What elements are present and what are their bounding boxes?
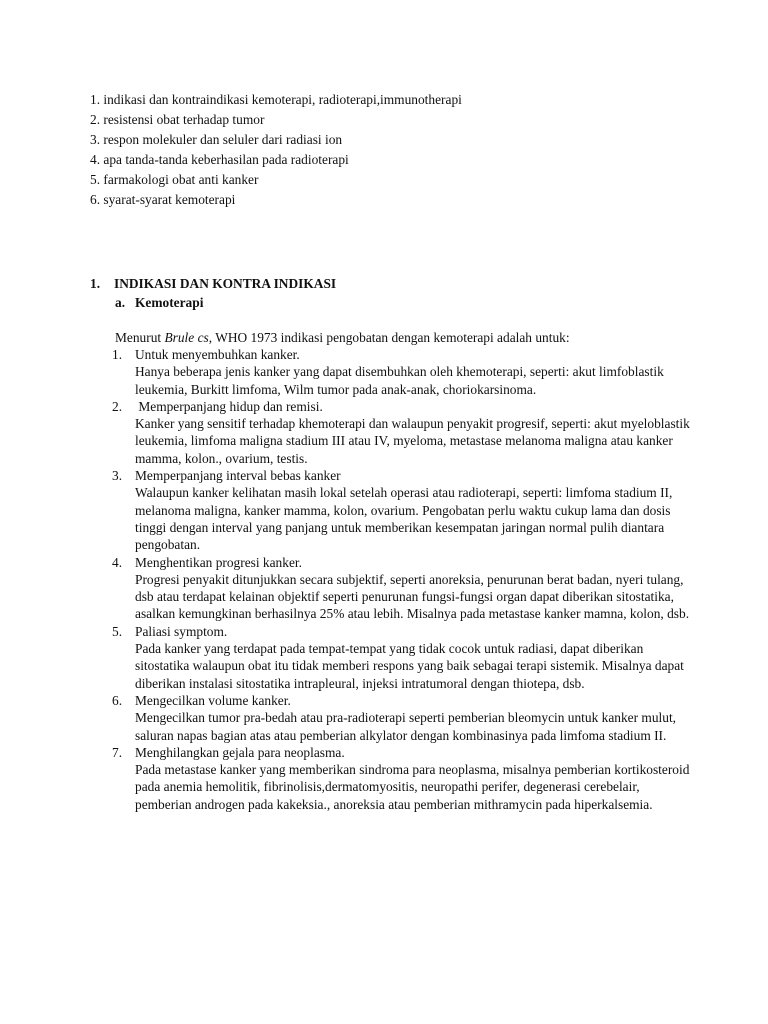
item-title: Mengecilkan volume kanker. xyxy=(135,692,291,708)
topic-item: 4. apa tanda-tanda keberhasilan pada radioterapi xyxy=(90,152,349,167)
item-title: Memperpanjang hidup dan remisi. xyxy=(135,398,323,414)
item-title: Paliasi symptom. xyxy=(135,623,228,639)
indication-item xyxy=(90,623,690,692)
subsection-letter: a. xyxy=(115,295,126,310)
indication-item xyxy=(90,744,690,813)
indication-item xyxy=(90,346,690,398)
item-number: 7. xyxy=(112,744,123,760)
subsection-title: Kemoterapi xyxy=(135,295,204,310)
section-heading xyxy=(90,275,336,292)
item-description: Walaupun kanker kelihatan masih lokal setelah operasi atau radioterapi, seperti: limfoma stadium II, melanoma maligna, kanker mamma, kolon, ovarium. Pengobatan perlu waktu cukup lama dan dosis tinggi dengan interval yang panjang untuk memberikan kesempatan jaringan normal pulih diantara pengobatan. xyxy=(135,485,673,553)
topic-item: 2. resistensi obat terhadap tumor xyxy=(90,112,265,127)
item-description: Mengecilkan tumor pra-bedah atau pra-radioterapi seperti pemberian bleomycin untuk kanker mulut, saluran napas bagian atas atau pemberian alkylator dengan kombinasinya pada limfoma stadium II. xyxy=(135,710,677,743)
intro-text-after: , WHO 1973 indikasi pengobatan dengan kemoterapi adalah untuk: xyxy=(208,330,570,345)
topic-item: 5. farmakologi obat anti kanker xyxy=(90,172,259,187)
item-title: Memperpanjang interval bebas kanker xyxy=(135,468,341,484)
indication-list xyxy=(90,346,690,813)
item-title: Menghilangkan gejala para neoplasma. xyxy=(135,744,345,760)
item-description: Hanya beberapa jenis kanker yang dapat disembuhkan oleh khemoterapi, seperti: akut limfoblastik leukemia, Burkitt limfoma, Wilm tumor pada anak-anak, choriokarsinoma. xyxy=(135,364,664,397)
section-title: INDIKASI DAN KONTRA INDIKASI xyxy=(114,276,337,291)
item-description: Progresi penyakit ditunjukkan secara subjektif, seperti anoreksia, penurunan berat badan, nyeri tulang, dsb atau terdapat kelainan objektif seperti penurunan fungsi-fungsi organ dapat diberikan sitostatika, asalkan kemungkinan berhasilnya 25% atau lebih. Misalnya pada metastase kanker mamna, kolon, dsb. xyxy=(135,571,690,622)
indication-item xyxy=(90,467,690,553)
topic-item: 6. syarat-syarat kemoterapi xyxy=(90,192,236,207)
item-number: 2. xyxy=(112,398,123,414)
item-title: Untuk menyembuhkan kanker. xyxy=(135,347,300,362)
indication-item xyxy=(90,554,690,623)
indication-item xyxy=(90,398,690,467)
item-number: 1. xyxy=(112,347,123,362)
item-description: Pada kanker yang terdapat pada tempat-tempat yang tidak cocok untuk radiasi, dapat diberikan sitostatika walaupun obat itu tidak memberi respons yang baik sebagai terapi sistemik. Misalnya dapat diberikan instalasi sitostatika intrapleural, injeksi intratumoral dengan thiotepa, dsb. xyxy=(135,641,684,691)
item-description: Pada metastase kanker yang memberikan sindroma para neoplasma, misalnya pemberian kortikosteroid pada anemia hemolitik, fibrinolisis,dermatomyositis, neuropathi perifer, degenerasi cerebelair, pemberian androgen pada kakeksia., anoreksia atau pemberian mithramycin pada hiperkalsemia. xyxy=(135,762,690,812)
intro-text-before: Menurut xyxy=(115,330,165,345)
topic-item: 1. indikasi dan kontraindikasi kemoterapi, radioterapi,immunotherapi xyxy=(90,92,462,107)
item-number: 3. xyxy=(112,468,123,484)
indication-item xyxy=(90,692,690,744)
item-number: 6. xyxy=(112,692,123,708)
intro-paragraph xyxy=(115,329,570,346)
section-number: 1. xyxy=(90,276,101,291)
topic-item: 3. respon molekuler dan seluler dari radiasi ion xyxy=(90,132,343,147)
item-number: 5. xyxy=(112,623,123,639)
subsection-heading xyxy=(115,294,203,311)
topic-list xyxy=(90,90,462,210)
item-number: 4. xyxy=(112,554,123,570)
intro-author: Brule cs xyxy=(164,330,209,345)
item-description: Kanker yang sensitif terhadap khemoterapi dan walaupun penyakit progresif, seperti: akut myeloblastik leukemia, limfoma maligna stadium III atau IV, myeloma, metastase melanoma maligna atau kanker mamma, kolon., ovarium, testis. xyxy=(135,416,690,466)
item-title: Menghentikan progresi kanker. xyxy=(135,554,302,570)
